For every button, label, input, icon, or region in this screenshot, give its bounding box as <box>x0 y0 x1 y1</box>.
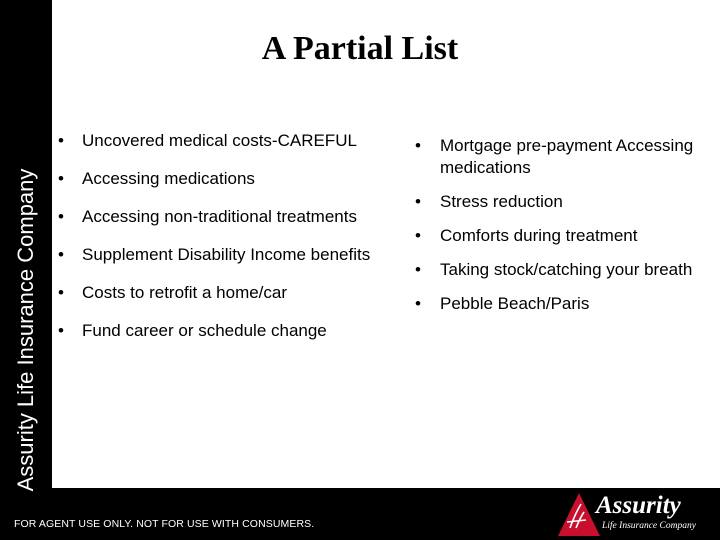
bullet-icon: • <box>415 226 421 245</box>
list-item: • Fund career or schedule change <box>58 321 327 340</box>
list-item: • Stress reduction <box>415 192 563 211</box>
list-item: • Mortgage pre-payment Accessing medications <box>415 136 694 177</box>
list-item: • Costs to retrofit a home/car <box>58 283 288 302</box>
side-bar <box>0 0 52 492</box>
list-item: • Pebble Beach/Paris <box>415 294 590 313</box>
logo-wordmark: Assurity <box>596 492 681 519</box>
bullet-icon: • <box>58 207 64 226</box>
slide-title: A Partial List <box>261 30 459 67</box>
list-item: • Accessing medications <box>58 169 255 188</box>
side-label: Assurity Life Insurance Company <box>13 168 38 492</box>
bullet-icon: • <box>415 136 421 155</box>
assurity-logo <box>556 490 716 538</box>
right-bullet-list <box>415 135 705 327</box>
logo-tagline: Life Insurance Company <box>602 521 696 531</box>
list-item: • Uncovered medical costs-CAREFUL <box>58 131 357 150</box>
bullet-icon: • <box>58 283 64 302</box>
list-item: • Comforts during treatment <box>415 226 638 245</box>
bullet-icon: • <box>58 245 64 264</box>
bullet-icon: • <box>58 131 64 150</box>
list-item: • Accessing non-traditional treatments <box>58 207 357 226</box>
footer-disclaimer: FOR AGENT USE ONLY. NOT FOR USE WITH CONSUMERS. <box>14 518 315 530</box>
bullet-icon: • <box>58 169 64 188</box>
list-item: • Taking stock/catching your breath <box>415 260 693 279</box>
bullet-icon: • <box>415 260 421 279</box>
bullet-icon: • <box>415 294 421 313</box>
left-bullet-list <box>58 130 398 358</box>
bullet-icon: • <box>415 192 421 211</box>
bullet-icon: • <box>58 321 64 340</box>
list-item: • Supplement Disability Income benefits <box>58 245 371 264</box>
